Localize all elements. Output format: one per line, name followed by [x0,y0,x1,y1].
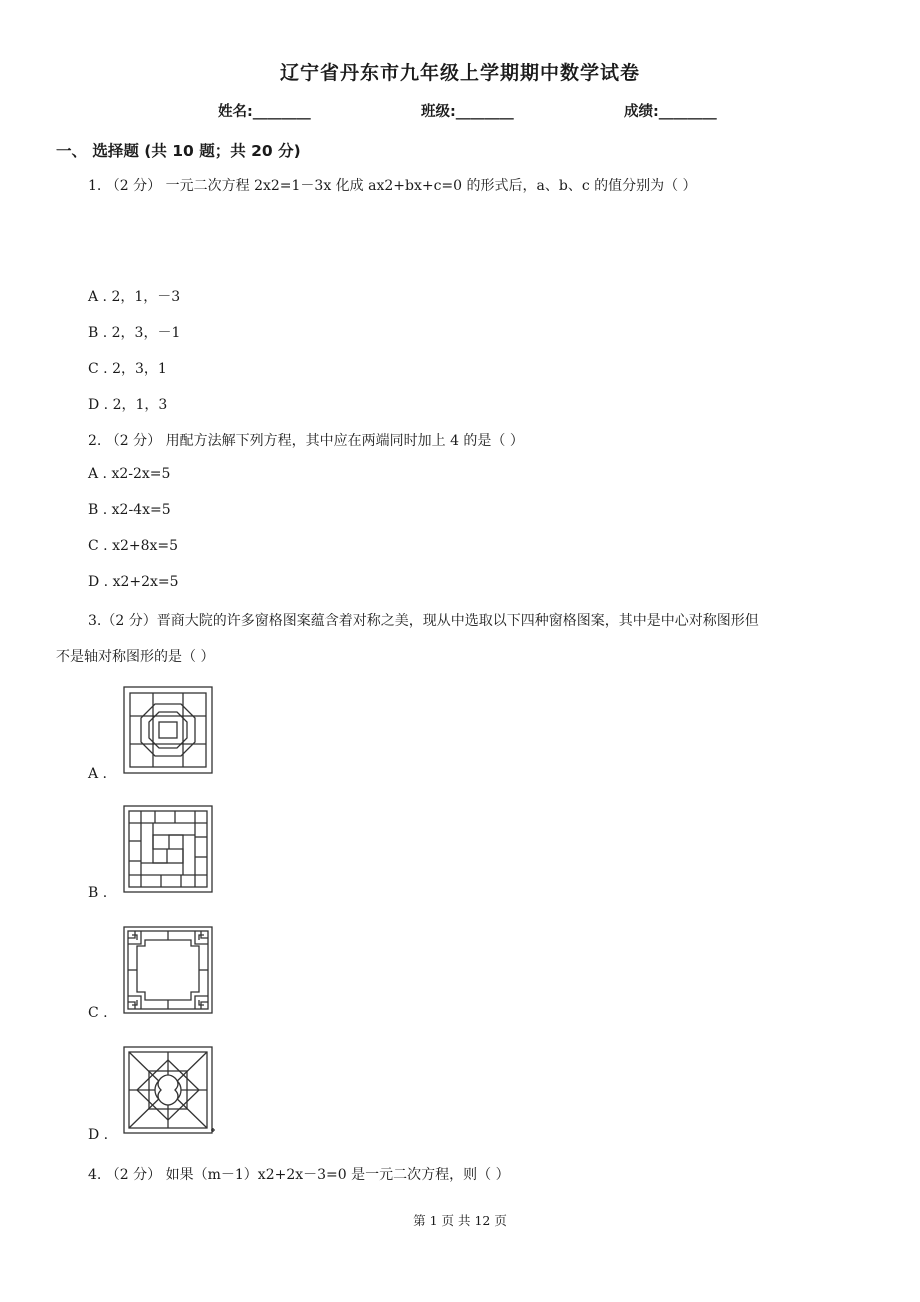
page-footer: 第 1 页 共 12 页 [413,1213,507,1228]
question-1-option-d: D . 2，1，3 [88,397,168,413]
question-2-option-b: B . x2-4x=5 [88,502,171,518]
window-pattern-d-image [123,1046,215,1136]
name-field: 姓名:________ [218,104,311,120]
question-1-option-c: C . 2，3，1 [88,361,167,377]
question-3-option-d: D . [88,1127,109,1143]
section-title: 一、 选择题 (共 10 题；共 20 分) [56,142,301,160]
question-1-option-b: B . 2，3，－1 [88,325,181,341]
question-2-option-d: D . x2+2x=5 [88,574,179,590]
window-pattern-b-image [123,805,213,893]
class-field: 班级:________ [421,104,514,120]
question-2-option-a: A . x2-2x=5 [88,466,171,482]
question-1-option-a: A . 2，1，－3 [88,289,181,305]
question-3-option-b: B . [88,885,108,901]
page-title: 辽宁省丹东市九年级上学期期中数学试卷 [279,62,640,84]
question-3-option-a: A . [88,766,108,782]
window-pattern-c-image [123,926,213,1014]
question-4-text: 4. （2 分） 如果（m－1）x2+2x－3=0 是一元二次方程，则（ ） [88,1167,510,1183]
window-pattern-a-image [123,686,213,774]
question-3-text-line2: 不是轴对称图形的是（ ） [56,649,215,665]
question-1-text: 1. （2 分） 一元二次方程 2x2=1－3x 化成 ax2+bx+c=0 的形式后，a、b、c 的值分别为（ ） [88,178,697,194]
question-3-option-c: C . [88,1005,108,1021]
question-3-text-line1: 3.（2 分）晋商大院的许多窗格图案蕴含着对称之美，现从中选取以下四种窗格图案，其中是中心对称图形但 [88,613,759,629]
question-2-text: 2. （2 分） 用配方法解下列方程，其中应在两端同时加上 4 的是（ ） [88,433,524,449]
score-field: 成绩:________ [624,104,717,120]
question-2-option-c: C . x2+8x=5 [88,538,179,554]
